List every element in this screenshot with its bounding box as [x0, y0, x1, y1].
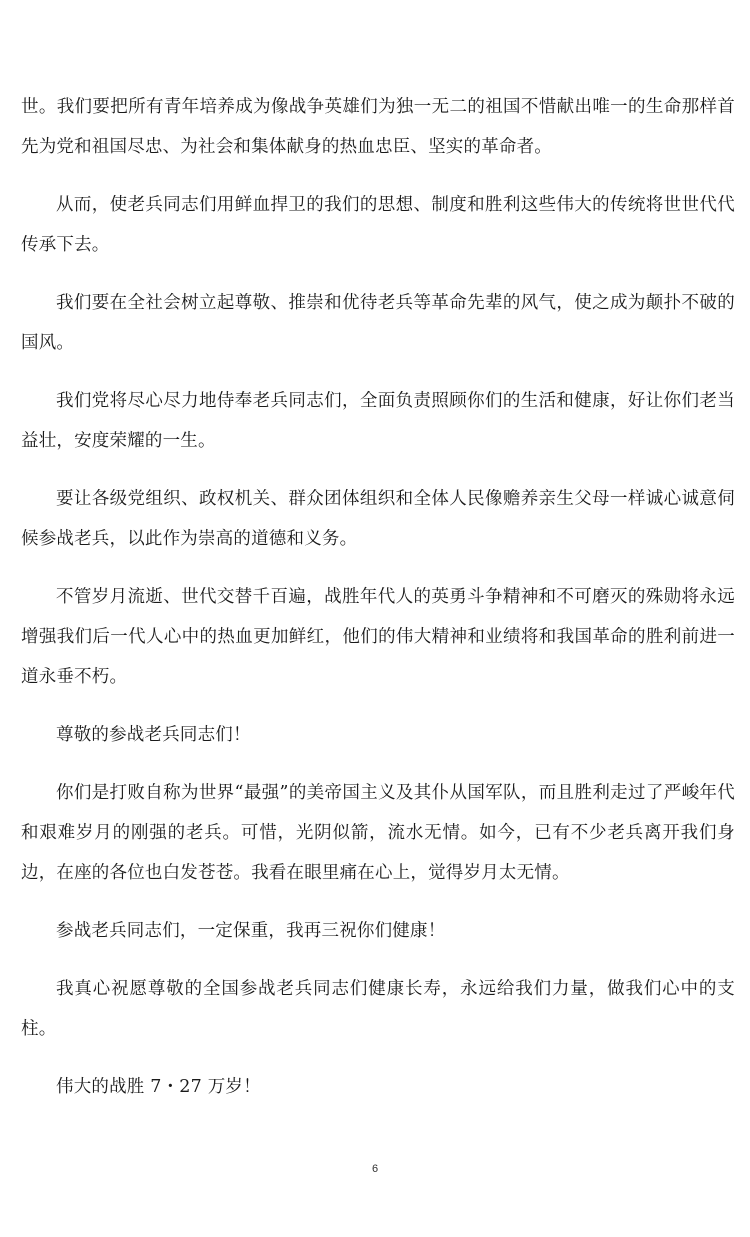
paragraph-1: 世。我们要把所有青年培养成为像战争英雄们为独一无二的祖国不惜献出唯一的生命那样首先为党和祖国尽忠、为社会和集体献身的热血忠臣、坚实的革命者。 [21, 97, 735, 157]
paragraph-10: 我真心祝愿尊敬的全国参战老兵同志们健康长寿，永远给我们力量，做我们心中的支柱。 [21, 979, 735, 1039]
paragraph-9: 参战老兵同志们，一定保重，我再三祝你们健康！ [56, 921, 446, 941]
paragraph-7: 尊敬的参战老兵同志们！ [56, 725, 251, 745]
paragraph-11: 伟大的战胜 7・27 万岁！ [56, 1077, 261, 1097]
paragraph-3: 我们要在全社会树立起尊敬、推崇和优待老兵等革命先辈的风气，使之成为颠扑不破的国风。 [21, 293, 735, 353]
document-body [21, 87, 735, 1125]
paragraph-8: 你们是打败自称为世界“最强”的美帝国主义及其仆从国军队，而且胜利走过了严峻年代和艰难岁月的刚强的老兵。可惜，光阴似箭，流水无情。如今，已有不少老兵离开我们身边，在座的各位也白发苍苍。我看在眼里痛在心上，觉得岁月太无情。 [21, 783, 735, 883]
paragraph-6: 不管岁月流逝、世代交替千百遍，战胜年代人的英勇斗争精神和不可磨灭的殊勋将永远增强我们后一代人心中的热血更加鲜红，他们的伟大精神和业绩将和我国革命的胜利前进一道永垂不朽。 [21, 587, 735, 687]
paragraph-4: 我们党将尽心尽力地侍奉老兵同志们，全面负责照顾你们的生活和健康，好让你们老当益壮，安度荣耀的一生。 [21, 391, 735, 451]
paragraph-2: 从而，使老兵同志们用鲜血捍卫的我们的思想、制度和胜利这些伟大的传统将世世代代传承下去。 [21, 195, 735, 255]
page-number: 6 [371, 1163, 379, 1175]
paragraph-5: 要让各级党组织、政权机关、群众团体组织和全体人民像赡养亲生父母一样诚心诚意伺候参战老兵，以此作为崇高的道德和义务。 [21, 489, 735, 549]
